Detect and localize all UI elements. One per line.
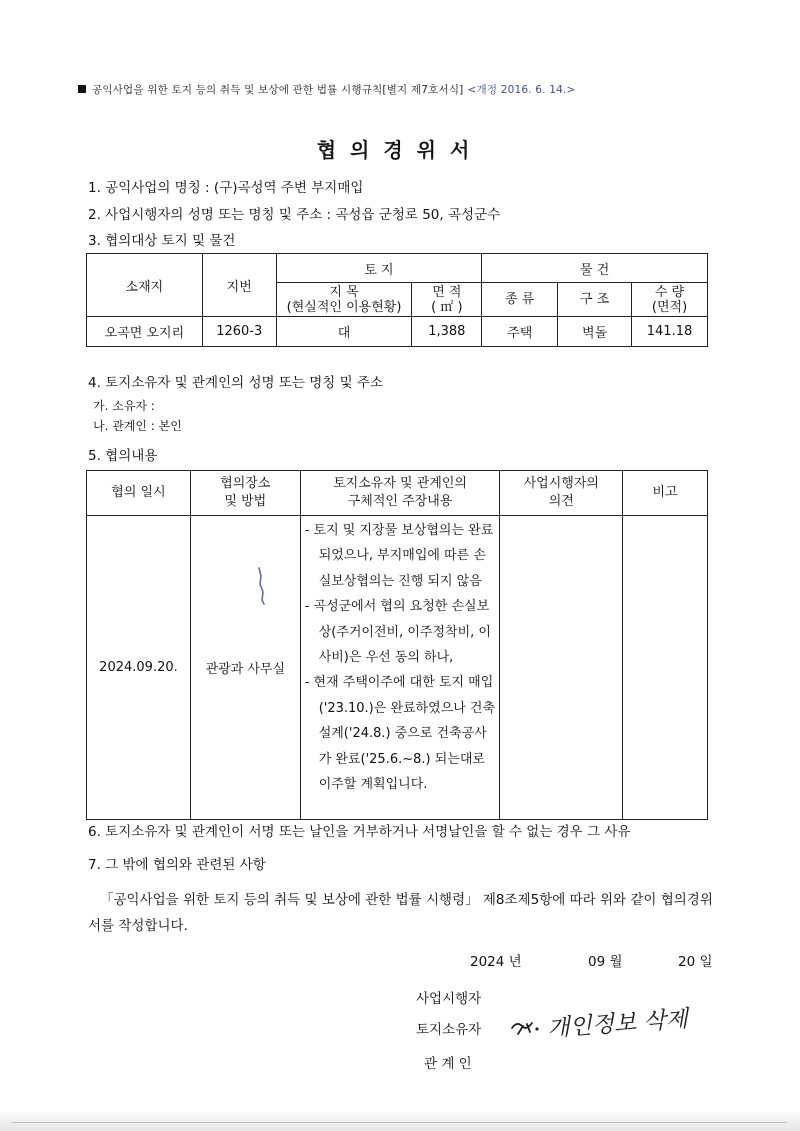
date-month-unit: 월 [609,954,623,970]
item-target-heading: 3. 협의대상 토지 및 물건 [88,233,236,249]
header-remarks: 비고 [623,471,708,516]
date-month [588,950,623,970]
header-goods: 물 건 [482,254,708,283]
form-header [78,82,576,97]
cell-opinion [500,516,623,820]
svg-text:개인정보 삭제: 개인정보 삭제 [546,1006,689,1042]
header-opinion [500,471,623,516]
header-claims-line2: 구체적인 주장내용 [347,494,453,509]
header-structure: 구 조 [558,283,632,317]
header-area-line1: 면 적 [432,284,462,300]
cell-place: 관광과 사무실 [190,516,300,820]
header-area [412,283,482,317]
header-area-line2: ( ㎡ ) [431,299,463,315]
header-place-line1: 협의장소 [220,476,271,491]
land-goods-table [86,253,708,347]
header-opinion-line2: 의견 [548,494,574,509]
cell-category: 대 [276,317,412,347]
claim-item: - 현재 주택이주에 대한 토지 매입('23.10.)은 완료하였으나 건축설계('24.8.) 중으로 건축공사가 완료('25.6.~8.) 되는대로 이주할 계획입니다. [304,675,496,793]
table-row [87,516,708,820]
item-other: 7. 그 밖에 협의와 관련된 사항 [88,857,266,873]
date-day [678,950,713,970]
cell-area: 1,388 [412,317,482,347]
claim-item: - 곡성군에서 협의 요청한 손실보상(주거이전비, 이주정착비, 이사비)은 우선 동의 하나, [304,599,491,666]
cell-lot: 1260-3 [202,317,276,347]
date-year [470,950,522,970]
cell-qty: 141.18 [632,317,708,347]
header-category-line2: (현실적인 이용현황) [286,299,402,315]
item-related: 나. 관계인 : 본인 [93,419,182,433]
cell-structure: 벽돌 [558,317,632,347]
header-location: 소재지 [87,254,203,317]
header-claims [300,471,500,516]
item-consult-heading: 5. 협의내용 [88,448,158,464]
header-qty-line1: 수 량 [654,284,685,300]
header-qty [632,283,708,317]
header-qty-line2: (면적) [651,299,688,315]
header-place [190,471,300,516]
header-claims-line1: 토지소유자 및 관계인의 [333,476,467,491]
cell-location: 오곡면 오지리 [87,317,203,347]
item-owner: 가. 소유자 : [93,399,155,413]
scan-line [12,1122,787,1123]
header-date: 협의 일시 [87,471,191,516]
header-category-line1: 지 목 [329,284,359,300]
cell-claims [300,516,500,820]
cell-remarks [623,516,708,820]
item-project-name: 1. 공익사업의 명칭 : (구)곡성역 주변 부지매입 [88,180,364,196]
date-day-unit: 일 [699,954,713,970]
table-row [87,317,708,347]
item-operator: 2. 사업시행자의 성명 또는 명칭 및 주소 : 곡성읍 군청로 50, 곡성군수 [88,207,501,223]
claim-item: - 토지 및 지장물 보상협의는 완료 되었으나, 부지매입에 따른 손실보상협의는 진행 되지 않음 [304,523,494,589]
document-title: 협의경위서 [316,138,484,162]
date-day-value: 20 [678,954,696,970]
signer-related: 관 계 인 [424,1056,472,1072]
revision-note: <개정 2016. 6. 14.> [467,84,576,96]
header-lot: 지번 [202,254,276,317]
header-place-line2: 및 방법 [224,494,267,509]
item-owner-heading: 4. 토지소유자 및 관계인의 성명 또는 명칭 및 주소 [88,375,383,391]
date-year-unit: 년 [508,954,522,970]
scan-edge [0,1110,800,1131]
header-opinion-line1: 사업시행자의 [523,476,599,491]
date-year-value: 2024 [470,954,505,970]
date-month-value: 09 [588,954,606,970]
cell-kind: 주택 [482,317,558,347]
form-title: 공익사업을 위한 토지 등의 취득 및 보상에 관한 법률 시행규칙[별지 제7호서식] [92,84,464,96]
item-refusal-reason: 6. 토지소유자 및 관계인이 서명 또는 날인을 거부하거나 서명날인을 할 수 없는 경우 그 사유 [88,824,631,840]
closing-paragraph: 「공익사업을 위한 토지 등의 취득 및 보상에 관한 법률 시행령」 제8조제5항에 따라 위와 같이 협의경위서를 작성합니다. [88,892,713,934]
handwritten-signature [508,1006,698,1052]
square-bullet-icon [78,85,86,93]
header-kind: 종 류 [482,283,558,317]
consultation-table [86,470,708,820]
signer-owner: 토지소유자 [416,1022,482,1038]
header-category [276,283,412,317]
cell-date: 2024.09.20. [87,516,191,820]
header-land: 토 지 [276,254,482,283]
signer-operator: 사업시행자 [416,991,482,1007]
scan-smudge [255,566,267,606]
